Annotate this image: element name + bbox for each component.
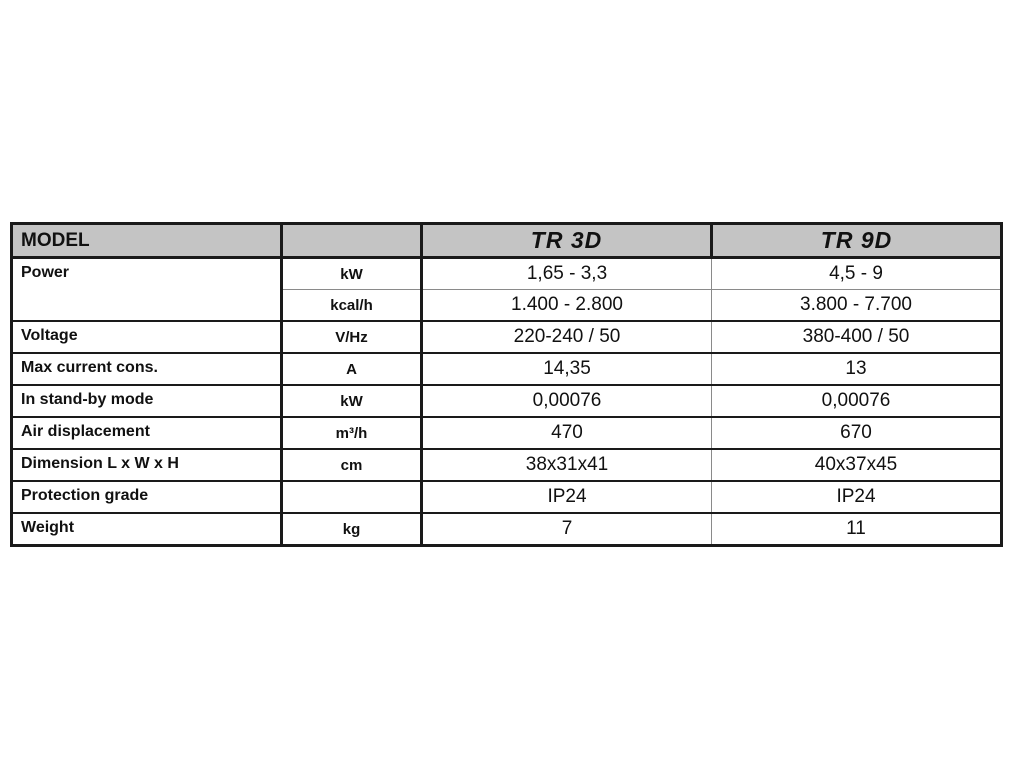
specifications-table [10, 222, 1003, 547]
table-row [12, 258, 1002, 290]
value-tr-3d: 7 [422, 513, 712, 546]
table-row [12, 417, 1002, 449]
value-tr-3d: 470 [422, 417, 712, 449]
value-tr-3d: 220-240 / 50 [422, 321, 712, 353]
unit-cell: cm [282, 449, 422, 481]
model-header-label: MODEL [12, 224, 282, 258]
value-tr-9d: 0,00076 [712, 385, 1002, 417]
row-label-protection-grade: Protection grade [12, 481, 282, 513]
unit-cell: kW [282, 385, 422, 417]
unit-cell: kW [282, 258, 422, 290]
table-row [12, 353, 1002, 385]
unit-cell: A [282, 353, 422, 385]
model-tr-3d-header: TR 3D [422, 224, 712, 258]
value-tr-3d: 14,35 [422, 353, 712, 385]
table-row [12, 321, 1002, 353]
value-tr-3d: 0,00076 [422, 385, 712, 417]
row-label-air-displacement: Air displacement [12, 417, 282, 449]
table-row [12, 449, 1002, 481]
model-tr-9d-header: TR 9D [712, 224, 1002, 258]
value-tr-9d: 670 [712, 417, 1002, 449]
value-tr-9d: 380-400 / 50 [712, 321, 1002, 353]
row-label-max-current: Max current cons. [12, 353, 282, 385]
unit-cell: m³/h [282, 417, 422, 449]
value-tr-9d: 3.800 - 7.700 [712, 290, 1002, 322]
unit-header [282, 224, 422, 258]
value-tr-9d: 40x37x45 [712, 449, 1002, 481]
value-tr-3d: IP24 [422, 481, 712, 513]
table-row [12, 513, 1002, 546]
table-row [12, 385, 1002, 417]
table-row [12, 481, 1002, 513]
value-tr-3d: 1.400 - 2.800 [422, 290, 712, 322]
row-label-voltage: Voltage [12, 321, 282, 353]
unit-cell [282, 481, 422, 513]
unit-cell: kg [282, 513, 422, 546]
table-header-row [12, 224, 1002, 258]
row-label-power: Power [12, 258, 282, 322]
value-tr-3d: 38x31x41 [422, 449, 712, 481]
row-label-dimension: Dimension L x W x H [12, 449, 282, 481]
value-tr-3d: 1,65 - 3,3 [422, 258, 712, 290]
row-label-weight: Weight [12, 513, 282, 546]
unit-cell: kcal/h [282, 290, 422, 322]
value-tr-9d: IP24 [712, 481, 1002, 513]
value-tr-9d: 11 [712, 513, 1002, 546]
value-tr-9d: 4,5 - 9 [712, 258, 1002, 290]
unit-cell: V/Hz [282, 321, 422, 353]
value-tr-9d: 13 [712, 353, 1002, 385]
row-label-standby: In stand-by mode [12, 385, 282, 417]
